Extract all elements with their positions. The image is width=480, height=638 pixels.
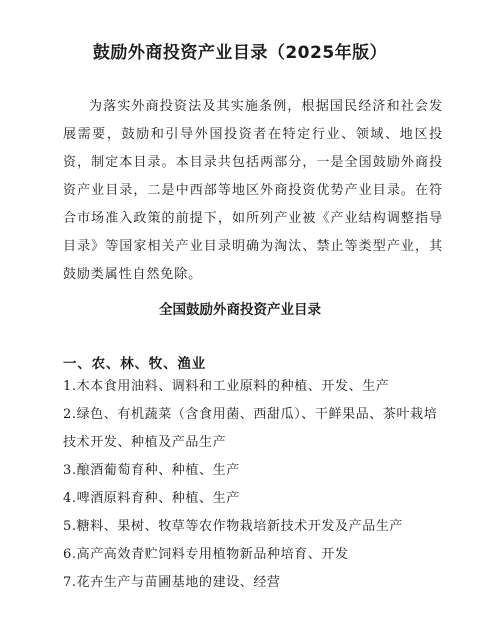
list-item: 6.高产高效青贮饲料专用植物新品种培育、开发 <box>63 547 349 562</box>
section-title: 全国鼓励外商投资产业目录 <box>159 302 321 318</box>
list-item: 2.绿色、有机蔬菜（含食用菌、西甜瓜）、干鲜果品、茶叶栽培技术开发、种植及产品生产 <box>63 407 438 450</box>
intro-paragraph: 为落实外商投资法及其实施条例，根据国民经济和社会发展需要，鼓励和引导外国投资者在特定行业、领域、地区投资，制定本目录。本目录共包括两部分，一是全国鼓励外商投资产业目录，二是中西部等地区外商投资优势产业目录。在符合市场准入政策的前提下，如所列产业被《产业结构调整指导目录》等国家相关产业目录明确为淘汰、禁止等类型产业，其鼓励类属性自然免除。 <box>63 99 443 282</box>
list-item: 4.啤酒原料育种、种植、生产 <box>63 491 240 506</box>
item-list <box>63 373 448 597</box>
document-title: 鼓励外商投资产业目录（2025年版） <box>92 43 388 63</box>
list-item: 7.花卉生产与苗圃基地的建设、经营 <box>63 575 281 590</box>
list-item: 5.糖料、果树、牧草等农作物栽培新技术开发及产品生产 <box>63 519 404 534</box>
chapter-heading: 一、农、林、牧、渔业 <box>63 356 206 372</box>
list-item: 3.酿酒葡萄育种、种植、生产 <box>63 463 240 478</box>
list-item: 1.木本食用油料、调料和工业原料的种植、开发、生产 <box>63 379 390 394</box>
